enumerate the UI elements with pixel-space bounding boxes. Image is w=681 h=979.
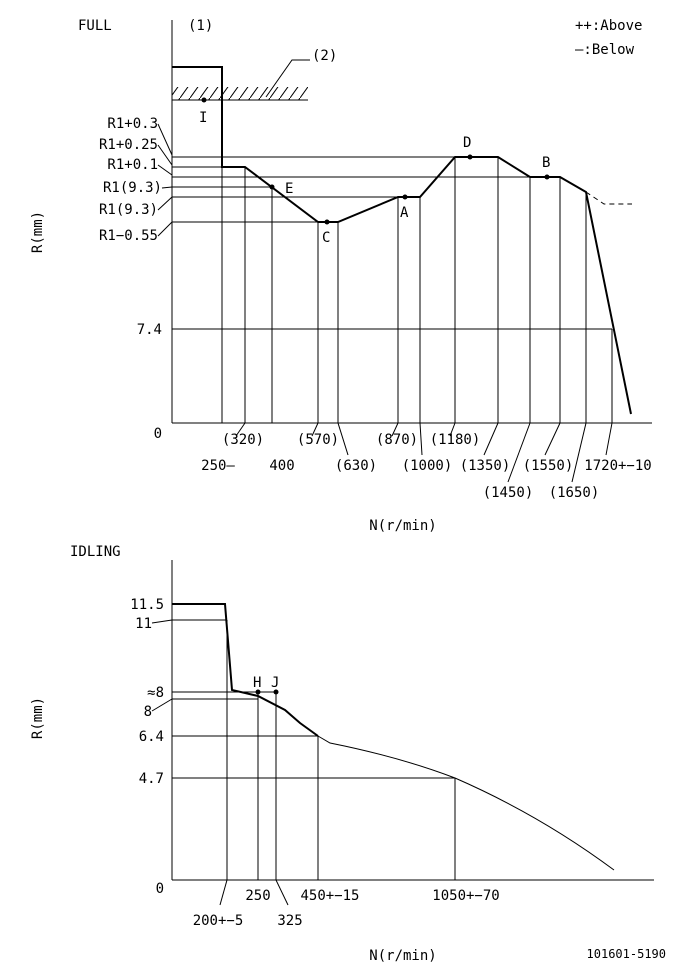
full-title: FULL xyxy=(78,18,112,34)
full-y-label-3: R1+0.1 xyxy=(107,157,158,173)
idling-y-label-0: 0 xyxy=(155,881,164,897)
idling-x-label-325: 325 xyxy=(277,913,303,929)
y-leader-6 xyxy=(158,222,172,236)
point-j-label: J xyxy=(271,675,280,691)
x-leader-1720 xyxy=(606,423,612,455)
full-x-axis-title: N(r/min) xyxy=(369,518,437,534)
full-x-label-870: (870) xyxy=(375,432,419,448)
point-i-label: I xyxy=(199,110,208,126)
idling-x-label-1050: 1050+−70 xyxy=(432,888,500,904)
full-x-label-630: (630) xyxy=(334,458,378,474)
point-e-marker xyxy=(270,185,275,190)
point-d-marker xyxy=(468,155,473,160)
y-leader-3 xyxy=(158,165,172,175)
idling-title: IDLING xyxy=(70,544,121,560)
full-x-label-320: (320) xyxy=(221,432,265,448)
note-2: (2) xyxy=(312,48,338,64)
full-y-label-2: R1+0.25 xyxy=(98,137,158,153)
idling-y-label-11: 11 xyxy=(135,616,152,632)
point-c-label: C xyxy=(322,230,331,246)
idling-chart xyxy=(30,544,666,964)
full-x-label-1550: (1550) xyxy=(522,458,574,474)
full-x-label-1450: (1450) xyxy=(482,485,534,501)
idling-y-axis-title: R(mm) xyxy=(30,696,46,740)
full-chart xyxy=(30,18,652,534)
idling-x-axis-title: N(r/min) xyxy=(369,948,437,964)
idling-y-label-11-5: 11.5 xyxy=(130,597,164,613)
full-y-label-5: R1(9.3) xyxy=(98,202,158,218)
full-x-label-400: 400 xyxy=(269,458,295,474)
x-leader-1550 xyxy=(545,423,560,455)
full-x-label-1000: (1000) xyxy=(401,458,453,474)
full-x-label-1350: (1350) xyxy=(459,458,511,474)
stop-hatch xyxy=(172,87,308,100)
point-a-marker xyxy=(403,195,408,200)
point-i-marker xyxy=(202,98,207,103)
full-x-label-1650: (1650) xyxy=(548,485,600,501)
idling-x-label-250: 250 xyxy=(245,888,271,904)
idling-y-label-approx-8: ≈8 xyxy=(147,685,164,701)
point-e-label: E xyxy=(285,181,294,197)
full-curve xyxy=(172,67,631,414)
full-x-label-570: (570) xyxy=(296,432,340,448)
idling-y-leader-11 xyxy=(152,620,172,623)
legend-below: —:Below xyxy=(575,42,635,58)
idling-x-label-450: 450+−15 xyxy=(300,888,360,904)
y-leader-1 xyxy=(158,124,172,155)
idling-y-label-4-7: 4.7 xyxy=(138,771,164,787)
full-y-label-6: R1−0.55 xyxy=(98,228,158,244)
full-x-label-1720: 1720+−10 xyxy=(584,458,652,474)
y-leader-4 xyxy=(162,187,172,188)
full-y-label-4: R1(9.3) xyxy=(102,180,162,196)
idling-curve-b xyxy=(318,736,614,870)
note-1: (1) xyxy=(188,18,214,34)
x-leader-325 xyxy=(276,880,288,905)
idling-y-label-8: 8 xyxy=(143,704,152,720)
full-y-label-1: R1+0.3 xyxy=(107,116,158,132)
footer-code: 101601-5190 xyxy=(586,947,666,961)
full-y-label-7-4: 7.4 xyxy=(136,322,162,338)
legend-above: ++:Above xyxy=(575,18,643,34)
full-y-label-0: 0 xyxy=(153,426,162,442)
point-b-marker xyxy=(545,175,550,180)
idling-y-label-6-4: 6.4 xyxy=(138,729,164,745)
idling-x-label-200: 200+−5 xyxy=(192,913,244,929)
full-y-axis-title: R(mm) xyxy=(30,210,46,254)
point-b-label: B xyxy=(542,155,551,171)
y-leader-2 xyxy=(158,145,172,165)
point-h-label: H xyxy=(253,675,262,691)
full-x-label-250: 250— xyxy=(201,458,235,474)
idling-curve-a xyxy=(172,604,318,736)
y-leader-5 xyxy=(158,197,172,210)
x-leader-1000 xyxy=(420,423,422,455)
x-leader-630 xyxy=(338,423,348,455)
point-d-label: D xyxy=(463,135,472,151)
point-c-marker xyxy=(325,220,330,225)
full-curve-dashed xyxy=(586,192,632,204)
full-x-label-1180: (1180) xyxy=(429,432,481,448)
x-leader-1350 xyxy=(484,423,498,455)
x-leader-200 xyxy=(220,880,227,905)
point-a-label: A xyxy=(400,205,409,221)
